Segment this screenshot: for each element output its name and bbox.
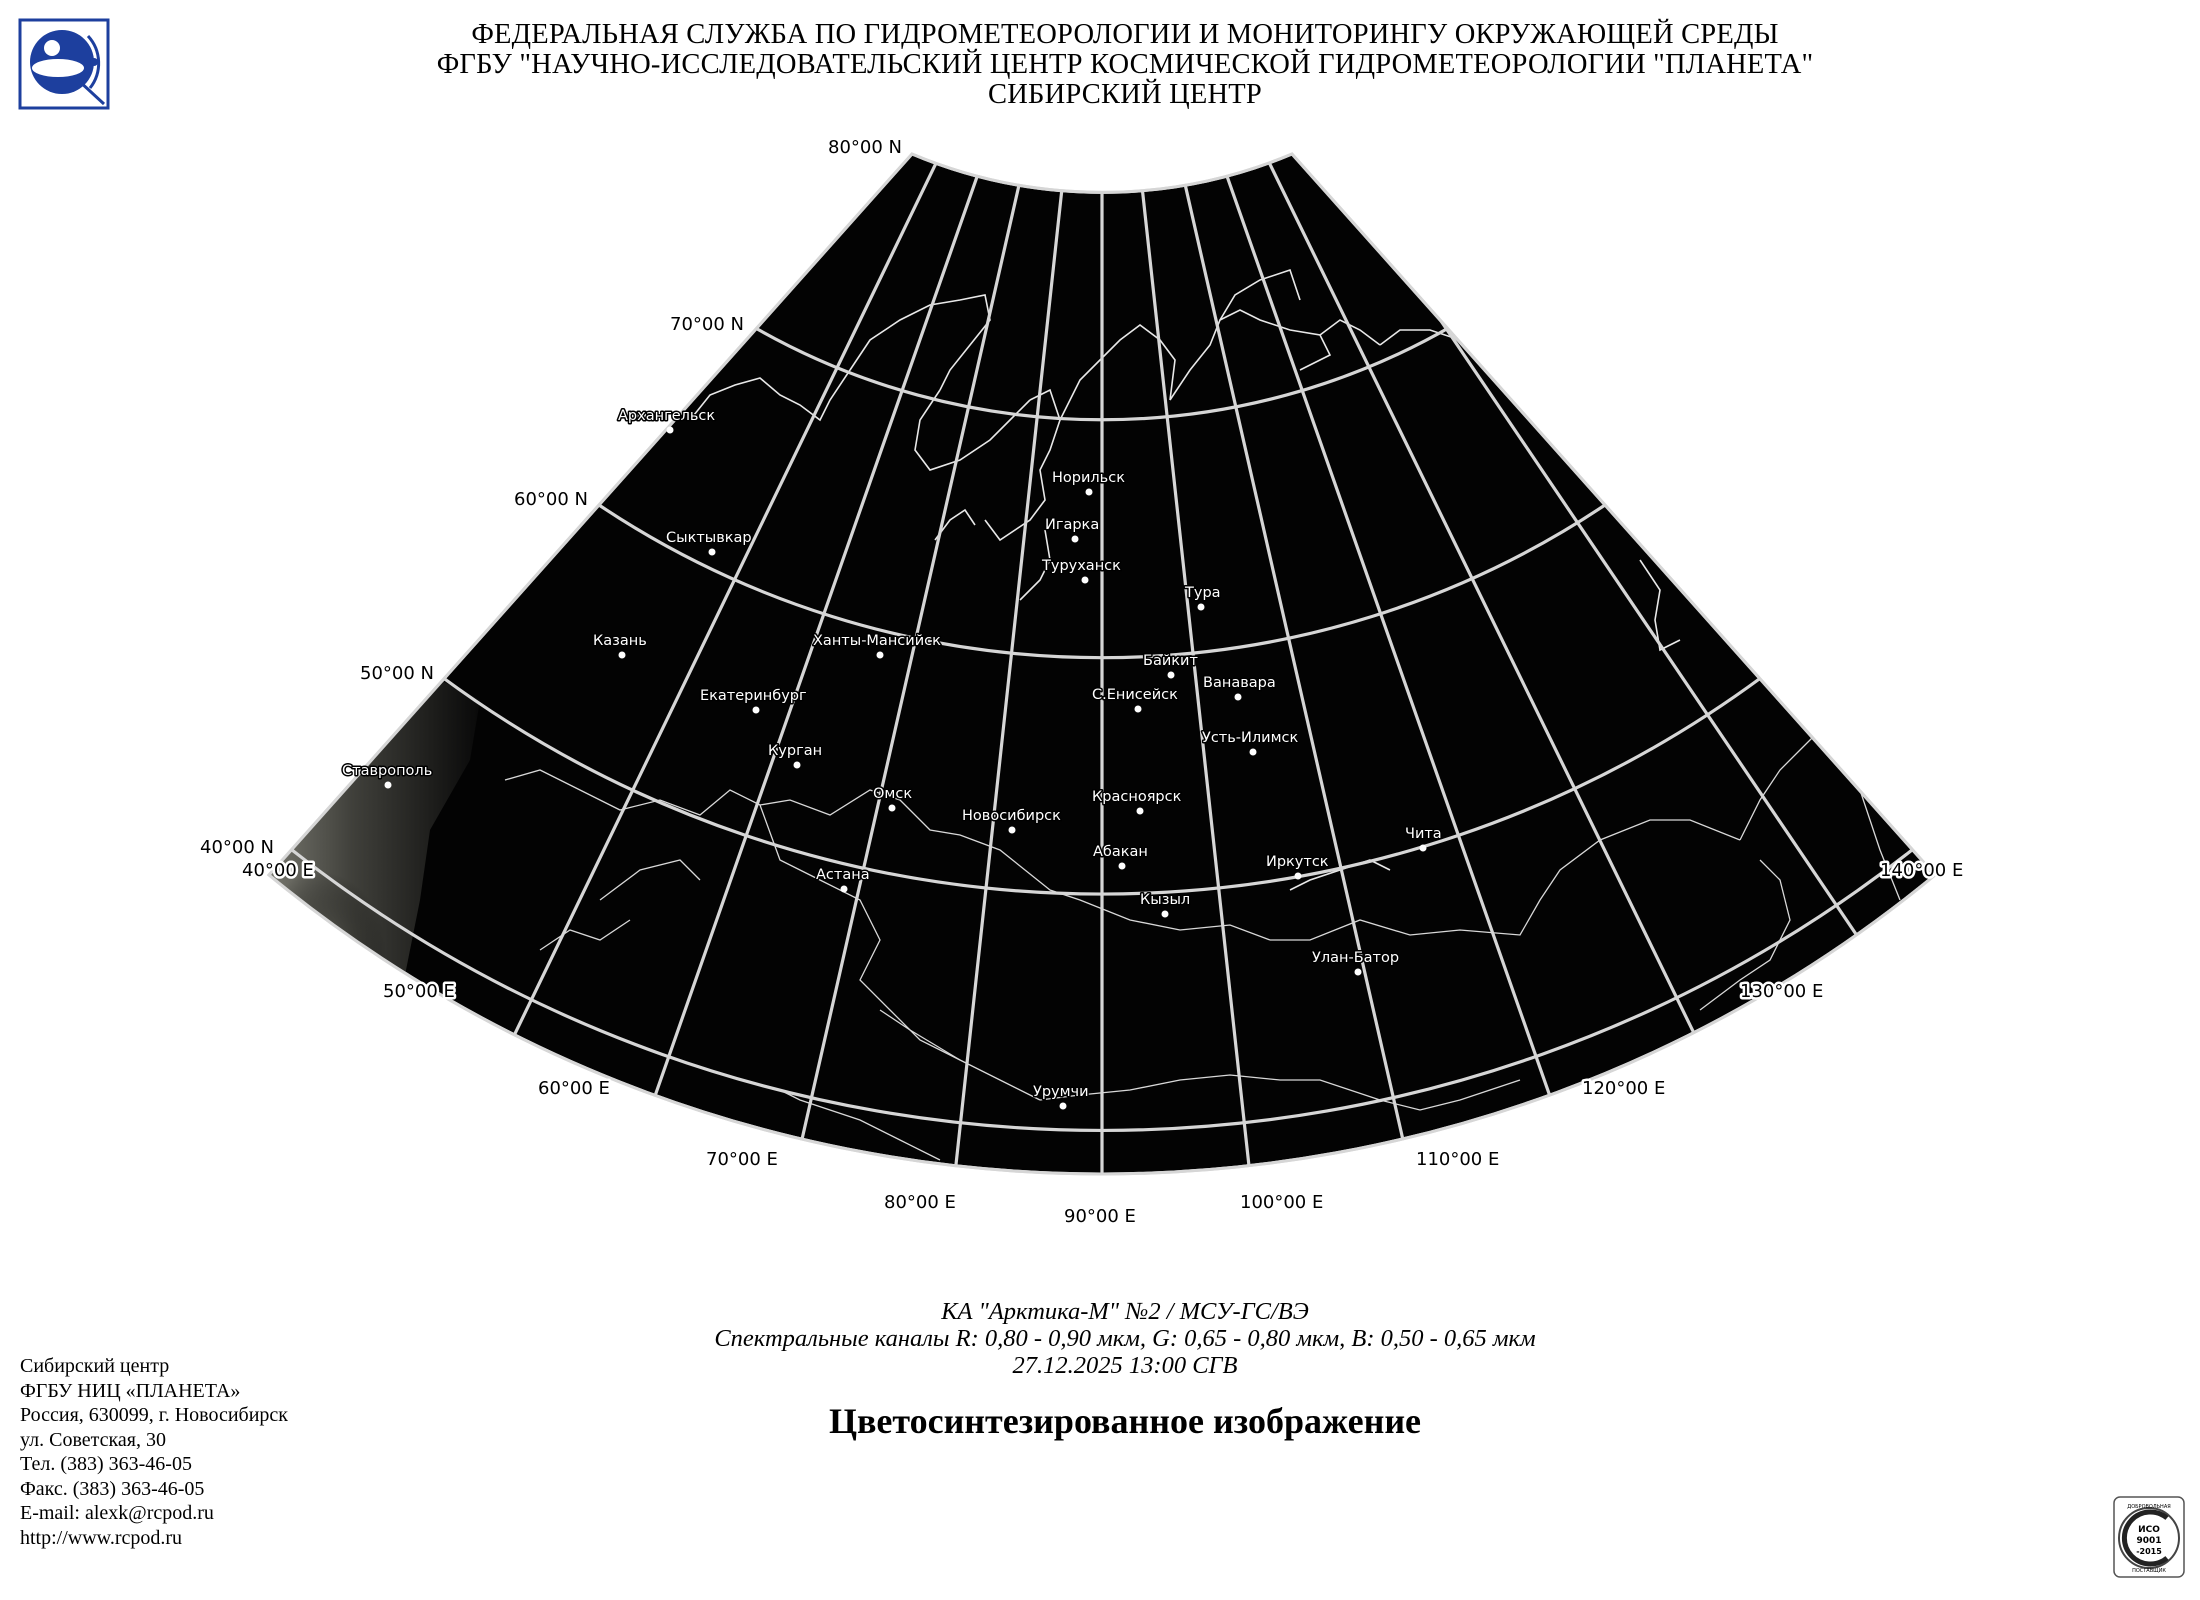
city-label: Казань: [593, 633, 647, 649]
city-label: Тура: [1185, 585, 1221, 601]
city-label: Норильск: [1052, 470, 1125, 486]
label-lon-50: 50°00 E: [383, 981, 455, 1002]
city-label: Архангельск: [618, 408, 716, 424]
iso-line-1: ИСО: [2138, 1525, 2160, 1535]
city-label: Урумчи: [1033, 1084, 1089, 1100]
city-label: Ханты-Мансийск: [813, 633, 941, 649]
caption-datetime: 27.12.2025 13:00 СГВ: [1012, 1352, 1238, 1379]
city-label: Красноярск: [1092, 789, 1182, 805]
city-label: Ванавара: [1203, 675, 1276, 691]
caption-channels: Спектральные каналы R: 0,80 - 0,90 мкм, G: 0,65 - 0,80 мкм, B: 0,50 - 0,65 мкм: [714, 1325, 1536, 1352]
contact-phone: Тел. (383) 363-46-05: [20, 1453, 192, 1475]
label-lon-120: 120°00 E: [1582, 1078, 1666, 1099]
label-lon-90: 90°00 E: [1064, 1206, 1136, 1227]
city-label: Усть-Илимск: [1202, 730, 1299, 746]
city-label: Сыктывкар: [666, 530, 752, 546]
city-label: Абакан: [1093, 844, 1148, 860]
city-label: Астана: [816, 867, 870, 883]
label-lon-60: 60°00 E: [538, 1078, 610, 1099]
label-lon-110: 110°00 E: [1416, 1149, 1500, 1170]
iso-line-3: -2015: [2136, 1547, 2162, 1556]
city-label: Иркутск: [1266, 854, 1329, 870]
city-label: Омск: [873, 786, 913, 802]
label-lat-40: 40°00 N: [200, 837, 274, 858]
label-lon-70: 70°00 E: [706, 1149, 778, 1170]
label-lat-80: 80°00 N: [828, 137, 902, 158]
city-label: Курган: [768, 743, 823, 759]
contact-line-3: Россия, 630099, г. Новосибирск: [20, 1404, 289, 1426]
product-title: Цветосинтезированное изображение: [828, 1401, 1422, 1441]
city-label: Игарка: [1045, 517, 1100, 533]
contact-website[interactable]: http://www.rcpod.ru: [20, 1526, 183, 1549]
label-lat-60: 60°00 N: [514, 489, 588, 510]
iso-arc-top: ДОБРОВОЛЬНАЯ: [2127, 1504, 2171, 1510]
city-label: Чита: [1405, 826, 1442, 842]
contact-email[interactable]: E-mail: alexk@rcpod.ru: [20, 1502, 214, 1524]
city-label: Ставрополь: [342, 763, 433, 779]
contact-line-4: ул. Советская, 30: [20, 1428, 166, 1451]
label-lon-100: 100°00 E: [1240, 1192, 1324, 1213]
contact-block: [20, 1354, 288, 1550]
city-label: Улан-Батор: [1312, 950, 1400, 966]
city-label: Байкит: [1143, 653, 1198, 669]
city-label: Екатеринбург: [700, 688, 807, 704]
city-label: Кызыл: [1140, 892, 1191, 908]
label-lat-70: 70°00 N: [670, 314, 744, 335]
header-line-3: СИБИРСКИЙ ЦЕНТР: [988, 79, 1262, 110]
contact-line-2: ФГБУ НИЦ «ПЛАНЕТА»: [20, 1379, 241, 1402]
header-line-1: ФЕДЕРАЛЬНАЯ СЛУЖБА ПО ГИДРОМЕТЕОРОЛОГИИ И МОНИТОРИНГУ ОКРУЖАЮЩЕЙ СРЕДЫ: [471, 19, 1779, 50]
city-label: Туруханск: [1042, 558, 1121, 574]
iso-certification-badge: [2113, 1496, 2185, 1578]
iso-line-2: 9001: [2136, 1536, 2162, 1546]
label-lon-40: 40°00 E: [242, 860, 314, 881]
city-label: Новосибирск: [962, 808, 1061, 824]
label-lon-140: 140°00 E: [1880, 860, 1964, 881]
label-lon-130: 130°00 E: [1740, 981, 1824, 1002]
label-lon-80: 80°00 E: [884, 1192, 956, 1213]
caption-satellite: КА "Арктика-М" №2 / МСУ-ГС/ВЭ: [941, 1298, 1309, 1325]
city-label: С.Енисейск: [1092, 687, 1178, 703]
contact-fax: Факс. (383) 363-46-05: [20, 1477, 205, 1500]
label-lat-50: 50°00 N: [360, 663, 434, 684]
header-line-2: ФГБУ "НАУЧНО-ИССЛЕДОВАТЕЛЬСКИЙ ЦЕНТР КОСМИЧЕСКОЙ ГИДРОМЕТЕОРОЛОГИИ "ПЛАНЕТА": [436, 49, 1814, 80]
contact-line-1: Сибирский центр: [20, 1355, 170, 1377]
iso-arc-bottom: ПОСТАВЩИК: [2132, 1568, 2166, 1574]
image-caption: [500, 1298, 1750, 1379]
